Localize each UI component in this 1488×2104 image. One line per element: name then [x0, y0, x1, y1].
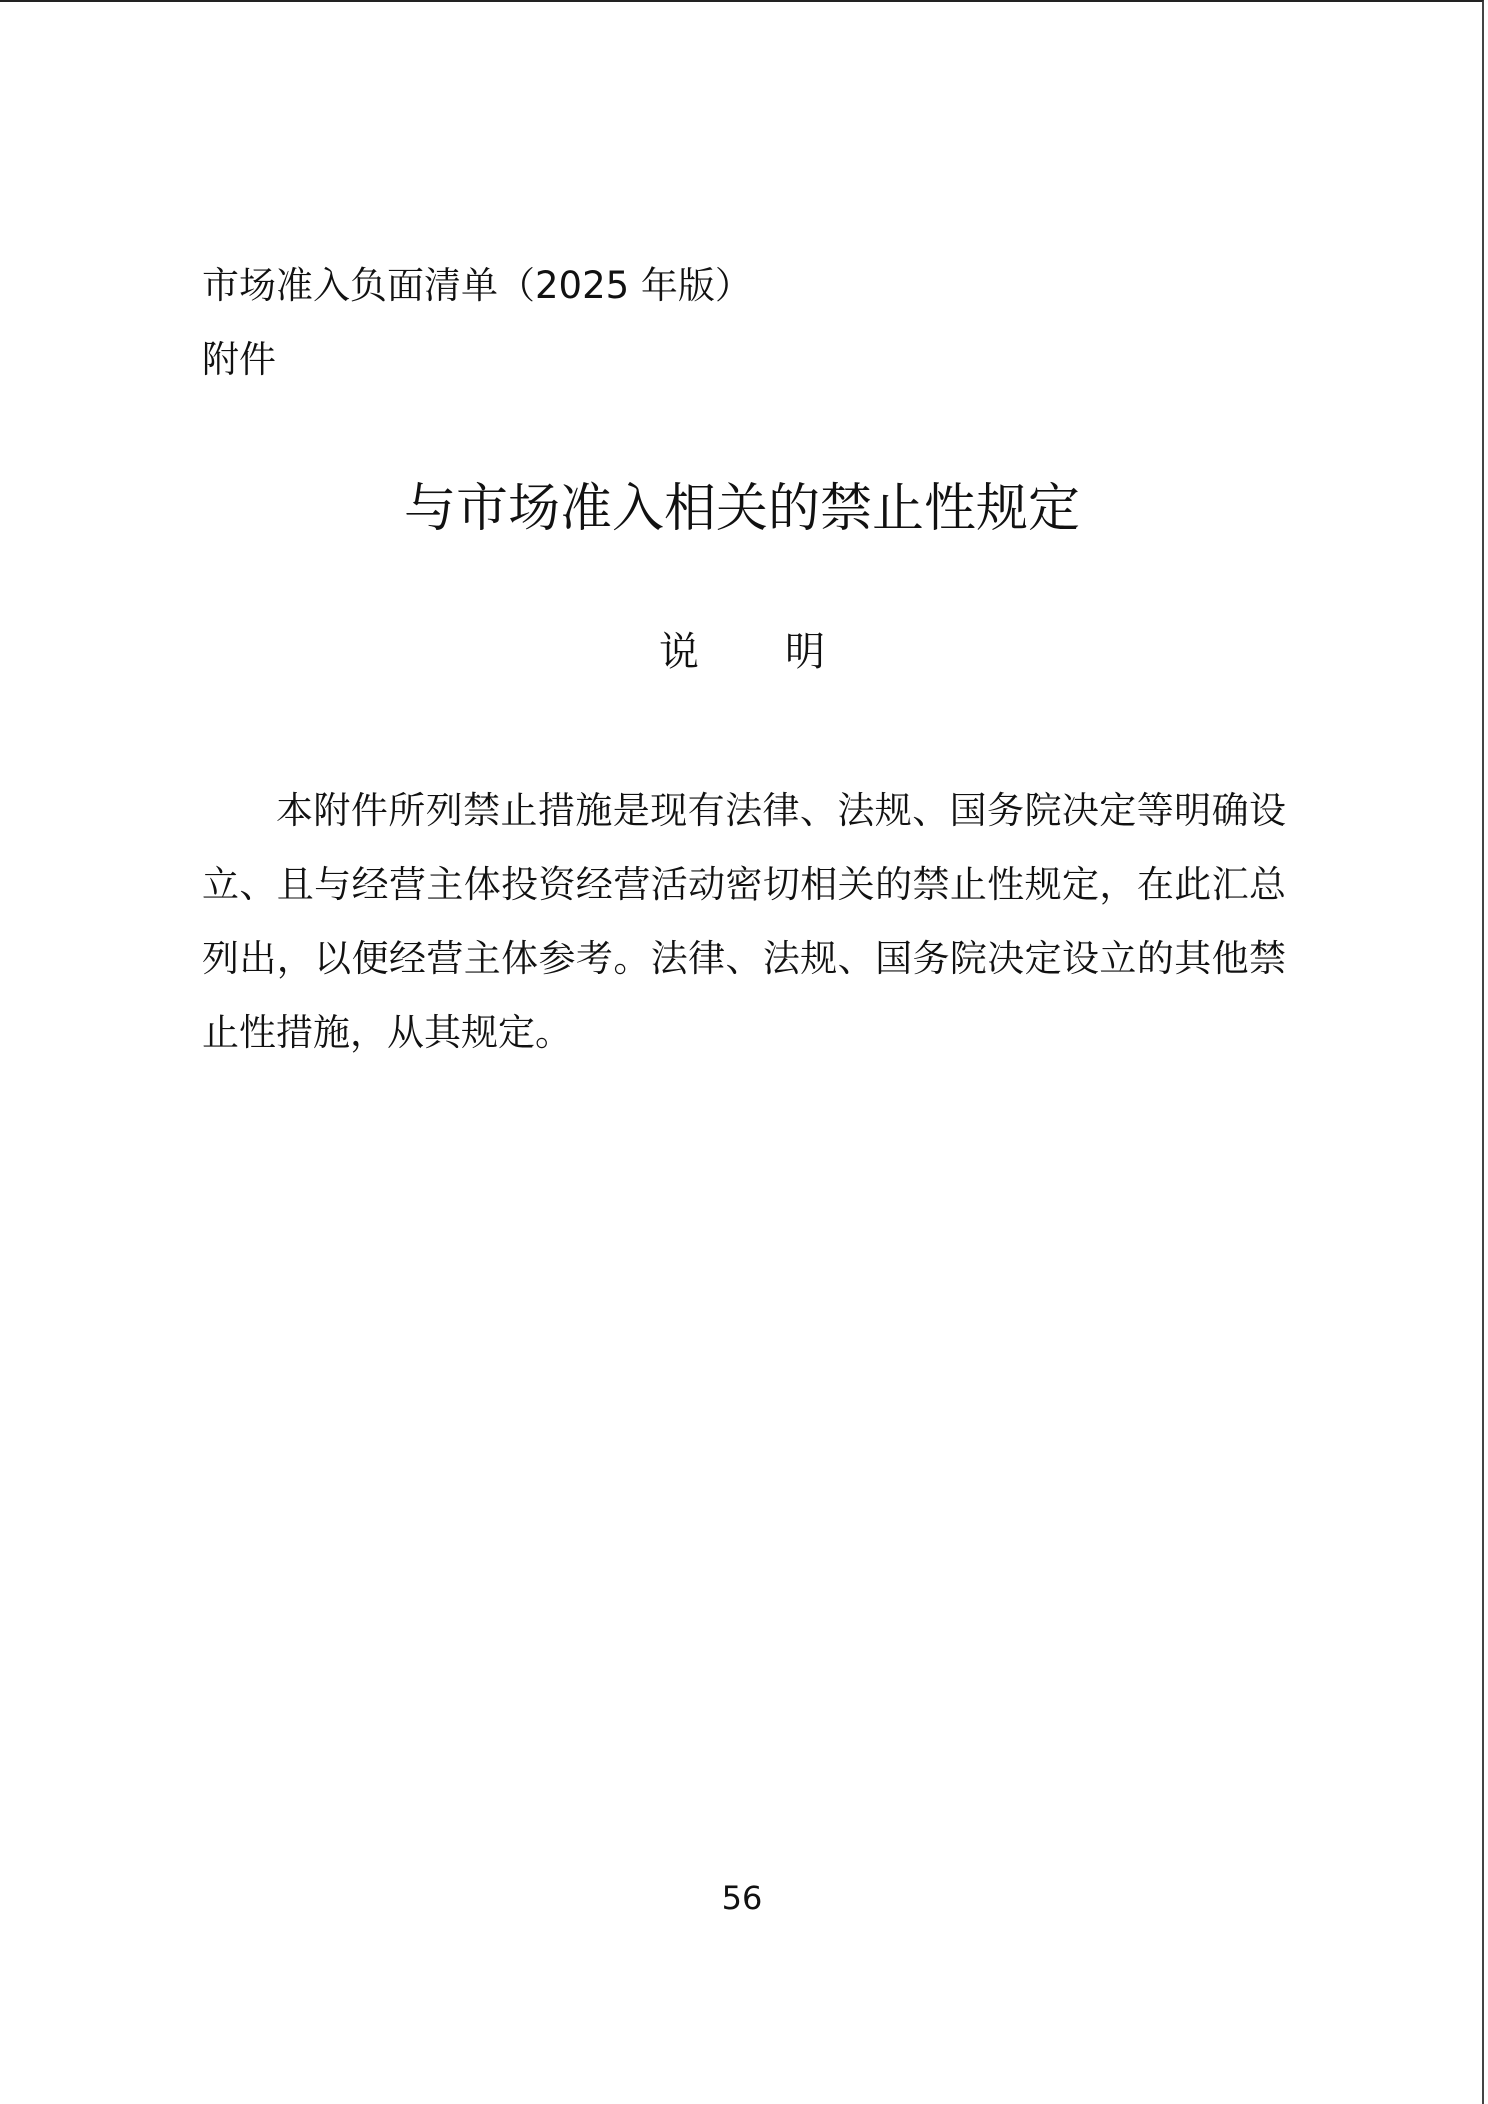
section-heading — [0, 628, 1484, 676]
body-paragraph: 本附件所列禁止措施是现有法律、法规、国务院决定等明确设立、且与经营主体投资经营活动密切相关的禁止性规定，在此汇总列出，以便经营主体参考。法律、法规、国务院决定设立的其他禁止性措施，从其规定。 — [202, 789, 1286, 1054]
document-title: 与市场准入相关的禁止性规定 — [403, 479, 1080, 539]
running-header-title: 市场准入负面清单（2025 年版） — [202, 264, 752, 307]
section-heading-char-2: 明 — [785, 629, 825, 675]
section-heading-char-1: 说 — [659, 629, 699, 675]
page-number: 56 — [721, 1879, 763, 1917]
attachment-label: 附件 — [202, 338, 276, 381]
